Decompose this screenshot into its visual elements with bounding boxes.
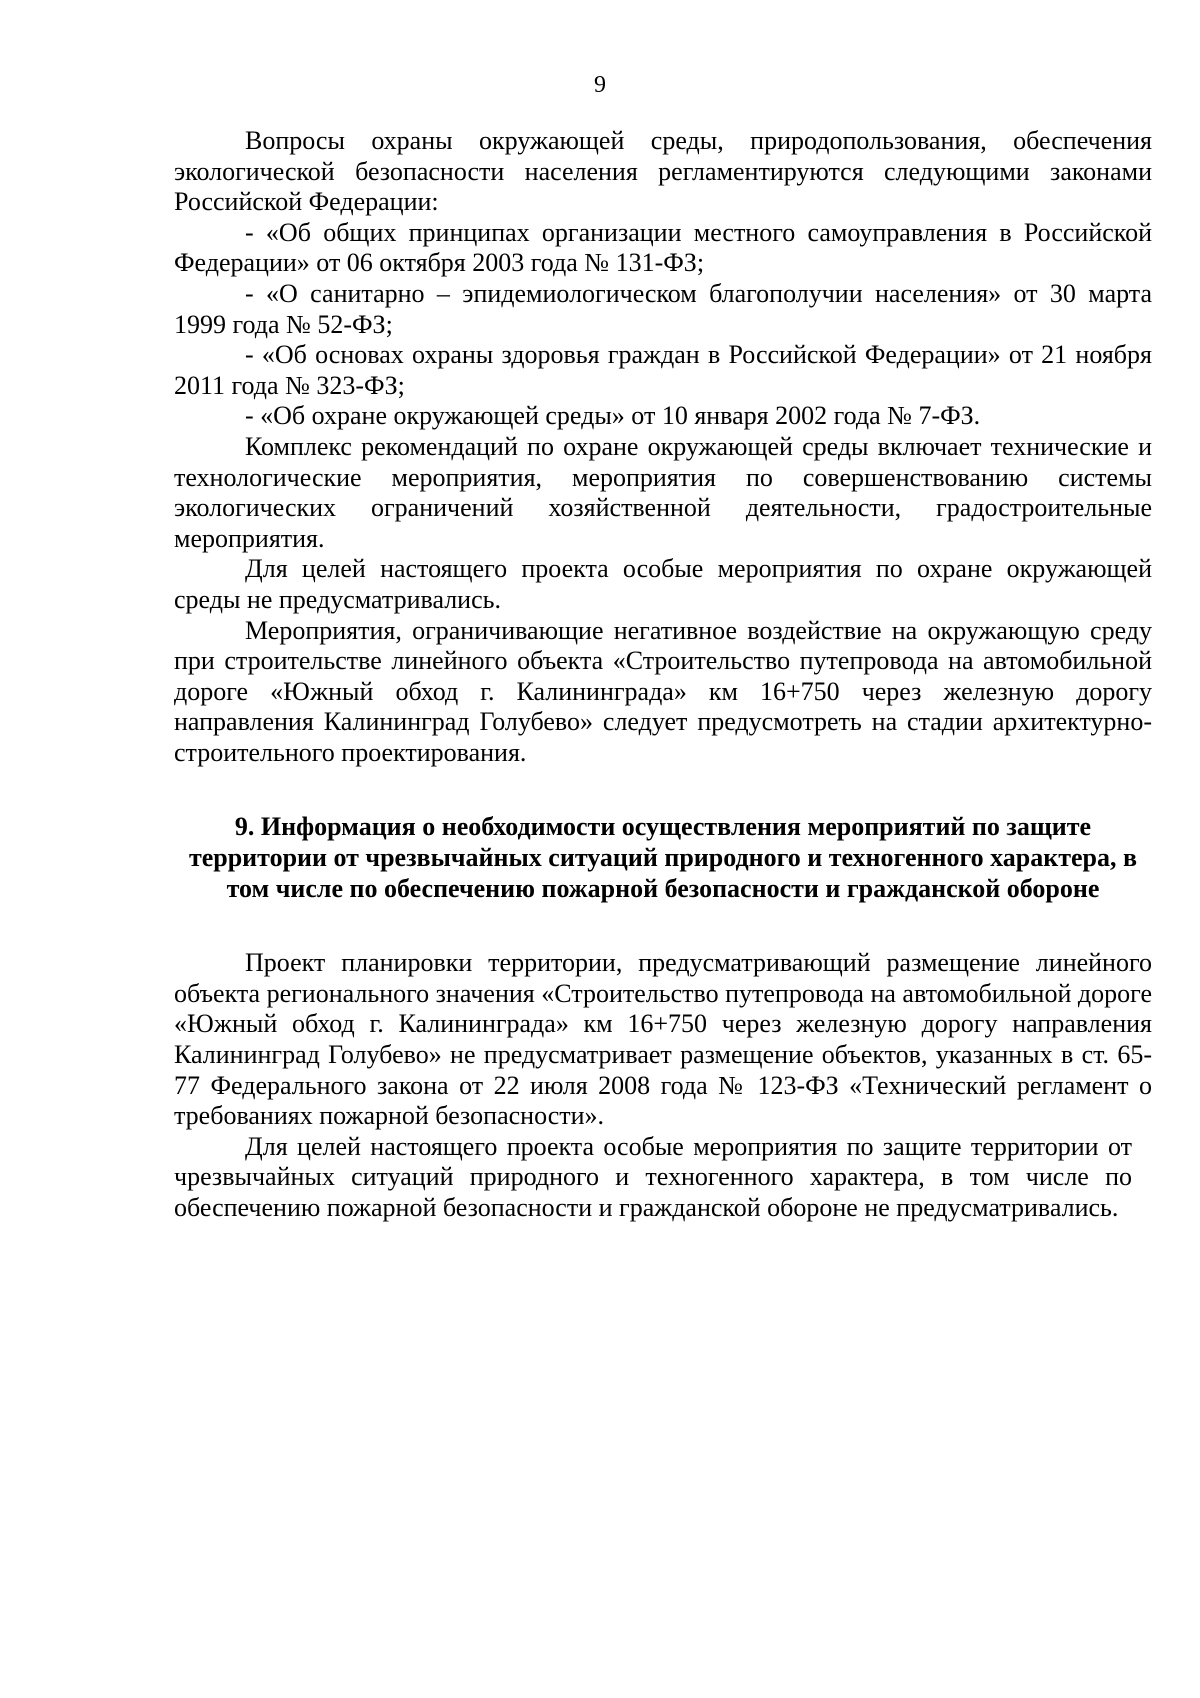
paragraph-law-health: - «Об основах охраны здоровья граждан в Российской Федерации» от 21 ноября 2011 года № 323-ФЗ; xyxy=(174,340,1152,400)
paragraph-law-sanitary: - «О санитарно – эпидемиологическом благополучии населения» от 30 марта 1999 года № 52-ФЗ; xyxy=(174,278,1152,339)
section-9-heading: 9. Информация о необходимости осуществления мероприятий по защите территории от чрезвычайных ситуаций природного и техногенного характера, в том числе по обеспечению пожарной безопасности и гражданской обороне xyxy=(188,812,1138,903)
paragraph-no-special-measures: Для целей настоящего проекта особые мероприятия по охране окружающей среды не предусматривались. xyxy=(174,554,1152,614)
paragraph-planning-project: Проект планировки территории, предусматривающий размещение линейного объекта регионального значения «Строительство путепровода на автомобильной дороге «Южный обход г. Калининграда» км 16+750 через железную дорогу направления Калининград Голубево» не предусматривает размещение объектов, указанных в ст. 65-77 Федерального закона от 22 июля 2008 года № 123-ФЗ «Технический регламент о требованиях пожарной безопасности». xyxy=(174,948,1152,1131)
paragraph-laws-intro: Вопросы охраны окружающей среды, природопользования, обеспечения экологической безопасности населения регламентируются следующими законами Российской Федерации: xyxy=(174,126,1152,217)
paragraph-law-environment: - «Об охране окружающей среды» от 10 января 2002 года № 7-ФЗ. xyxy=(245,401,981,431)
page-number: 9 xyxy=(594,72,606,98)
paragraph-negative-impact: Мероприятия, ограничивающие негативное воздействие на окружающую среду при строительстве линейного объекта «Строительство путепровода на автомобильной дороге «Южный обход г. Калининграда» км 16+750 через железную дорогу направления Калининград Голубево» следует предусмотреть на стадии архитектурно-строительного проектирования. xyxy=(174,615,1152,767)
page-content xyxy=(174,126,1152,1224)
paragraph-emergency-measures: Для целей настоящего проекта особые мероприятия по защите территории от чрезвычайных ситуаций природного и техногенного характера, в том числе по обеспечению пожарной безопасности и гражданской обороне не предусматривались. xyxy=(174,1131,1132,1222)
paragraph-recommendations: Комплекс рекомендаций по охране окружающей среды включает технические и технологические мероприятия, мероприятия по совершенствованию системы экологических ограничений хозяйственной деятельности, градостроительные мероприятия. xyxy=(174,431,1152,553)
paragraph-law-local-government: - «Об общих принципах организации местного самоуправления в Российской Федерации» от 06 октября 2003 года № 131-ФЗ; xyxy=(174,217,1152,278)
